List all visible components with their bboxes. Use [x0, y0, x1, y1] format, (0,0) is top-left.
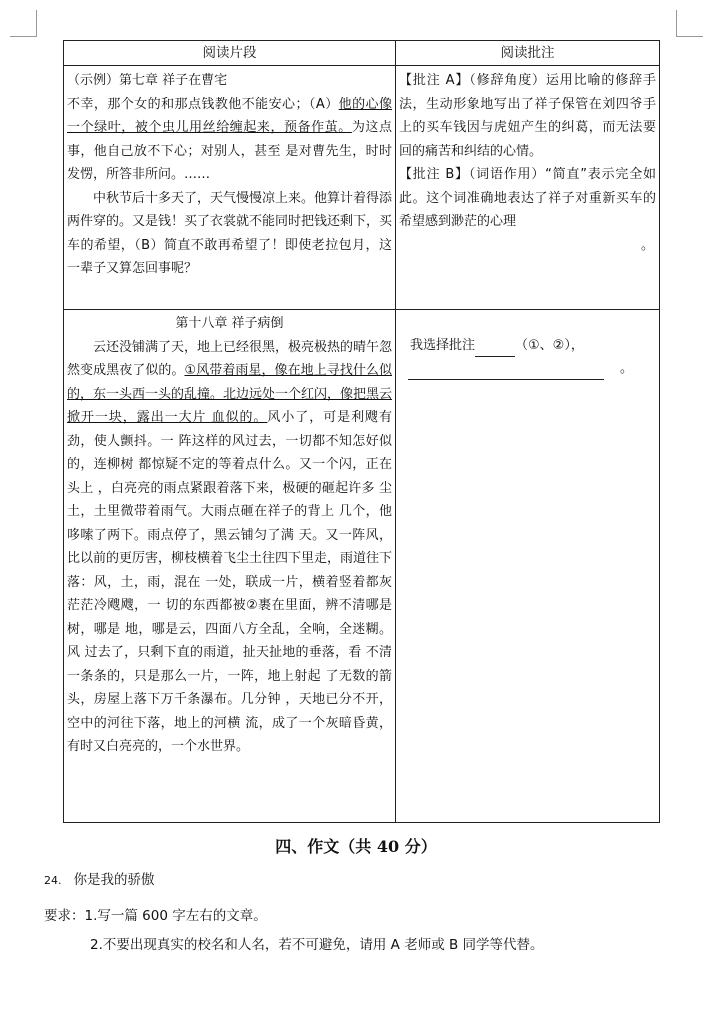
chapter18-passage-cell	[64, 310, 396, 823]
choice-blank[interactable]	[475, 339, 515, 357]
header-reading-passage: 阅读片段	[64, 41, 396, 66]
example-paragraph-2: 中秋节后十多天了，天气慢慢凉上来。他算计着得添两件穿的。又是钱！买了衣裳就不能同时把钱还剩下，买车的希望，（B）简直不敢再希望了！即使老拉包月，这一辈子又算怎回事呢？	[67, 190, 393, 276]
answer-blank[interactable]	[408, 362, 604, 380]
annotation-b: 【批注 B】（词语作用）“简直”表示完全如此。这个词准确地表达了祥子对重新买车的希望感到渺茫的心理	[399, 167, 656, 229]
example-annotation-cell	[396, 66, 660, 310]
example-passage-cell	[64, 66, 396, 310]
header-reading-annotation: 阅读批注	[396, 41, 660, 66]
example-text: 为这点事，他自己放不下心；对别人，甚至 是对曹先生，时时发愣，所答非所问。……	[67, 120, 392, 182]
example-paragraph-1	[67, 93, 392, 187]
crop-mark-top-left	[10, 10, 37, 37]
crop-mark-top-right	[676, 10, 703, 37]
composition-question	[44, 868, 155, 888]
annotation-end-mark: 。	[640, 237, 654, 253]
chapter18-text: 风小了，可是利飕有劲，使人颤抖。一 阵这样的风过去，一切都不知怎好似的，连柳树 都惊疑不定的等着点什么。又一个闪，正在头上 ，白亮亮的雨点紧跟着落下来，极硬的砸起许多 尘土，土里微带着雨气。大雨点砸在祥子的背上 几个，他哆嗦了两下。雨点停了，黑云铺匀了满 天。又一阵风，比以前的更厉害，柳枝横着飞尘土往四下里走，雨道往下落：风，土，雨，混在 一处，联成一片，横着竖着都灰茫茫冷飕飕，一 切的东西都被②裹在里面，辨不清哪是树，哪是 地，哪是云，四面八方全乱，全响，全迷糊。风 过去了，只剩下直的雨道，扯天扯地的垂落，看 不清一条条的，只是那么一片，一阵，地上射起 了无数的箭头，房屋上落下万千条瀑布。几分钟 ，天地已分不开，空中的河往下落，地上的河横 流，成了一个灰暗昏黄，有时又白亮亮的，一个水世界。	[67, 410, 393, 754]
reading-annotation-table	[63, 40, 660, 823]
example-text: 不幸，那个女的和那点钱教他不能安心；（A）	[67, 96, 339, 112]
answer-cell	[396, 310, 660, 823]
answer-line	[410, 357, 653, 380]
annotation-a: 【批注 A】（修辞角度）运用比喻的修辞手法，生动形象地写出了祥子保管在刘四爷手上的买车钱因与虎妞产生的纠葛，而无法要回的痛苦和纠结的心情。	[399, 73, 656, 159]
choice-label: 我选择批注	[410, 338, 476, 353]
example-chapter-title: （示例）第七章 祥子在曹宅	[67, 73, 228, 88]
underlined-sentence-a: 他的心像一个绿叶，被个虫儿用丝给缠起来，预备作茧。	[67, 96, 392, 135]
choice-options: （①、②），	[515, 338, 584, 353]
requirement-2: 2.不要出现真实的校名和人名，若不可避免，请用 A 老师或 B 同学等代替。	[90, 937, 544, 953]
requirement-1: 要求：1.写一篇 600 字左右的文章。	[44, 908, 267, 924]
chapter18-title: 第十八章 祥子病倒	[175, 316, 284, 331]
answer-end-mark: 。	[620, 361, 634, 376]
chapter18-text: 云还没铺满了天，地上已经很黑，极亮极热的晴午忽然变成黑夜了似的。	[67, 339, 393, 378]
chapter18-paragraph	[67, 336, 392, 759]
section-title: 四、作文（共 40 分）	[275, 837, 437, 856]
choice-line	[410, 334, 653, 357]
question-topic: 你是我的骄傲	[73, 872, 155, 888]
underlined-sentence-1: ①风带着雨星，像在地上寻找什么似的，东一头西一头的乱撞。北边远处一个红闪，像把黑云掀开一块，露出一大片 血似的。	[67, 363, 393, 425]
question-number: 24.	[44, 874, 62, 887]
